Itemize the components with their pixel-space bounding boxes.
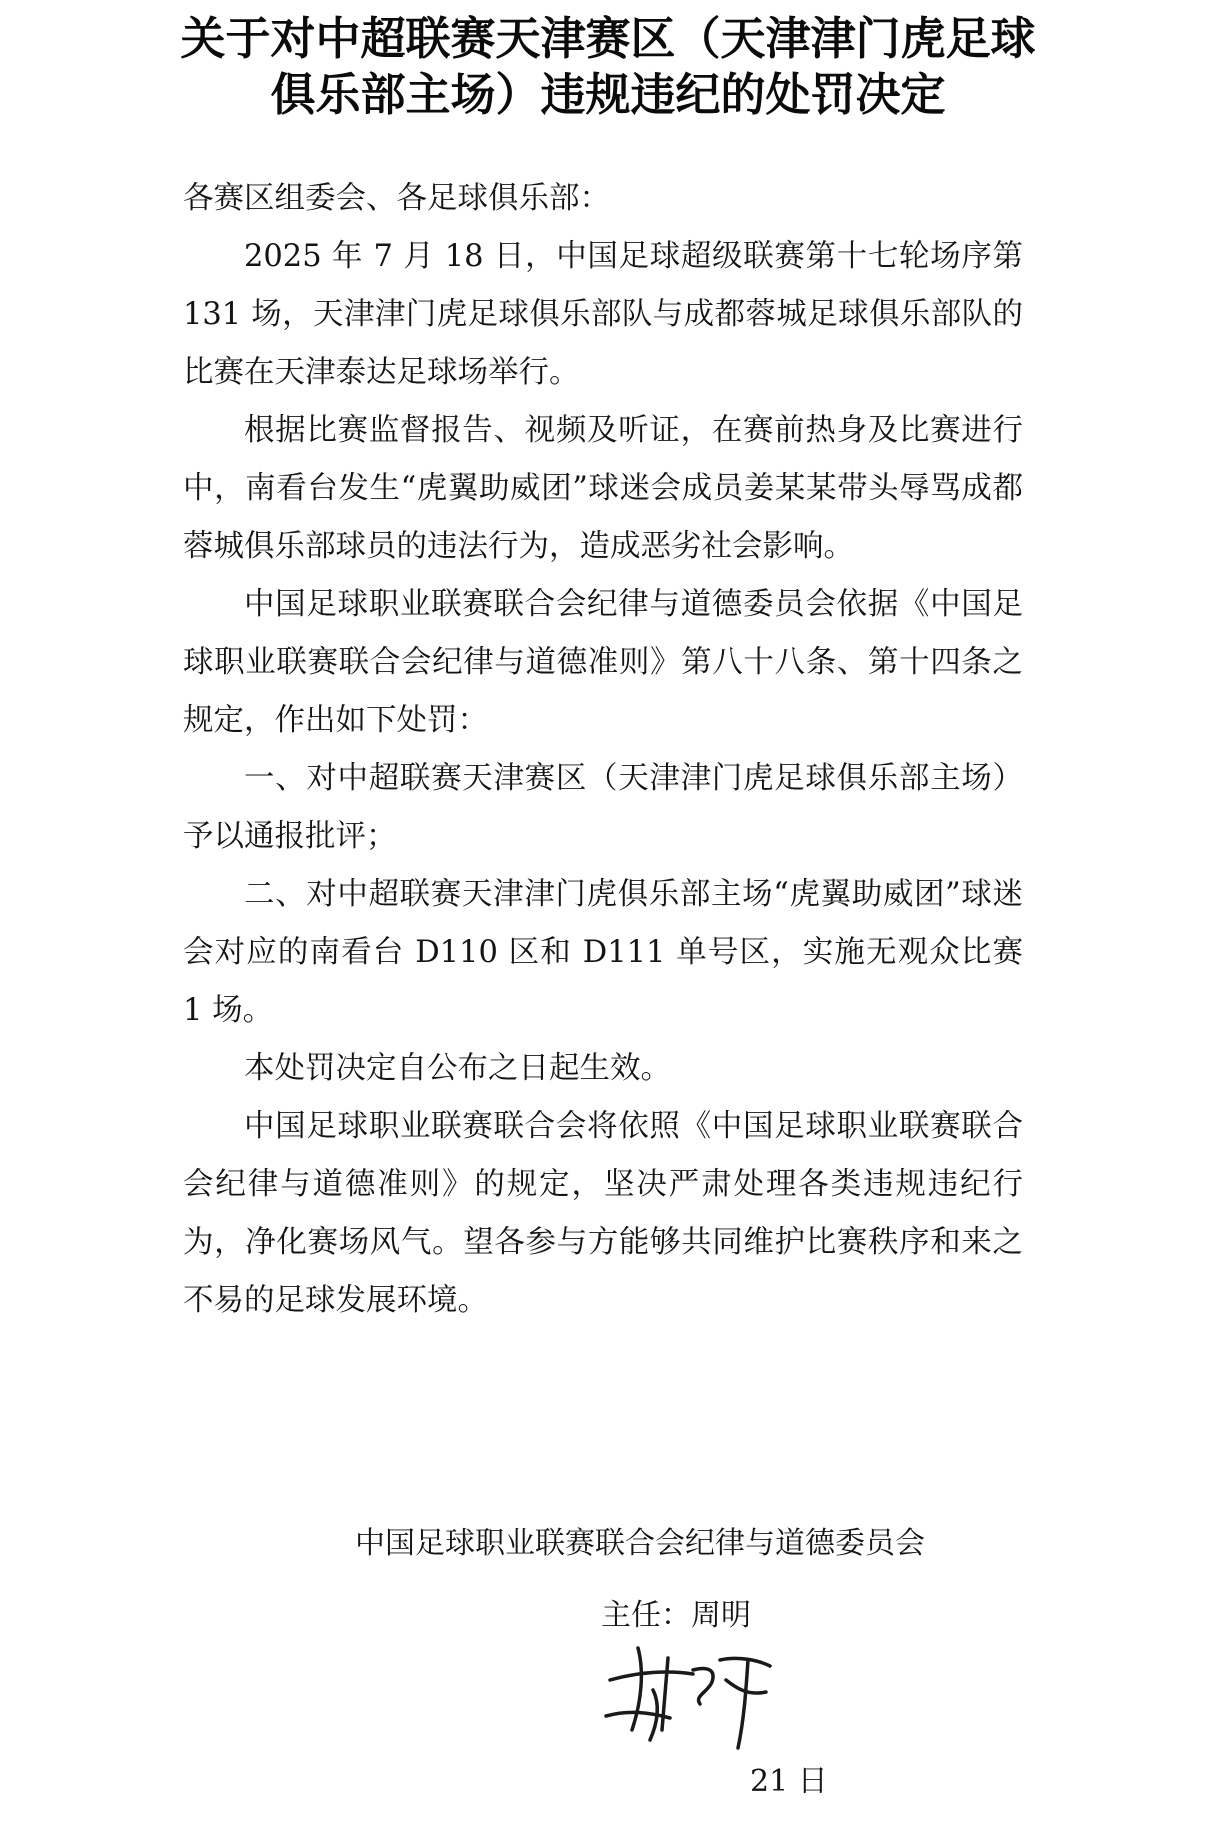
paragraph-penalty-2: 二、对中超联赛天津津门虎俱乐部主场“虎翼助威团”球迷会对应的南看台 D110 区和 D111 单号区，实施无观众比赛 1 场。 xyxy=(183,877,1023,1028)
salutation: 各赛区组委会、各足球俱乐部： xyxy=(183,181,610,216)
date-day: 21 日 xyxy=(750,1764,828,1799)
handwritten-signature xyxy=(598,1630,798,1750)
signatory-organization: 中国足球职业联赛联合会纪律与道德委员会 xyxy=(355,1526,925,1561)
signatory-director: 主任：周明 xyxy=(601,1598,751,1633)
document-body xyxy=(183,170,1023,1330)
document-title-line-2: 俱乐部主场）违规违纪的处罚决定 xyxy=(270,68,946,121)
paragraph-findings: 根据比赛监督报告、视频及听证，在赛前热身及比赛进行中，南看台发生“虎翼助威团”球迷会成员姜某某带头辱骂成都蓉城俱乐部球员的违法行为，造成恶劣社会影响。 xyxy=(183,413,1023,564)
paragraph-closing: 中国足球职业联赛联合会将依照《中国足球职业联赛联合会纪律与道德准则》的规定，坚决严肃处理各类违规违纪行为，净化赛场风气。望各参与方能够共同维护比赛秩序和来之不易的足球发展环境。 xyxy=(183,1109,1023,1318)
paragraph-incident: 2025 年 7 月 18 日，中国足球超级联赛第十七轮场序第 131 场，天津津门虎足球俱乐部队与成都蓉城足球俱乐部队的比赛在天津泰达足球场举行。 xyxy=(183,239,1023,390)
paragraph-basis: 中国足球职业联赛联合会纪律与道德委员会依据《中国足球职业联赛联合会纪律与道德准则》第八十八条、第十四条之规定，作出如下处罚： xyxy=(183,587,1023,738)
paragraph-penalty-1: 一、对中超联赛天津赛区（天津津门虎足球俱乐部主场）予以通报批评； xyxy=(183,761,1023,854)
document-title-line-1: 关于对中超联赛天津赛区（天津津门虎足球 xyxy=(180,12,1036,65)
paragraph-effective: 本处罚决定自公布之日起生效。 xyxy=(244,1051,671,1086)
